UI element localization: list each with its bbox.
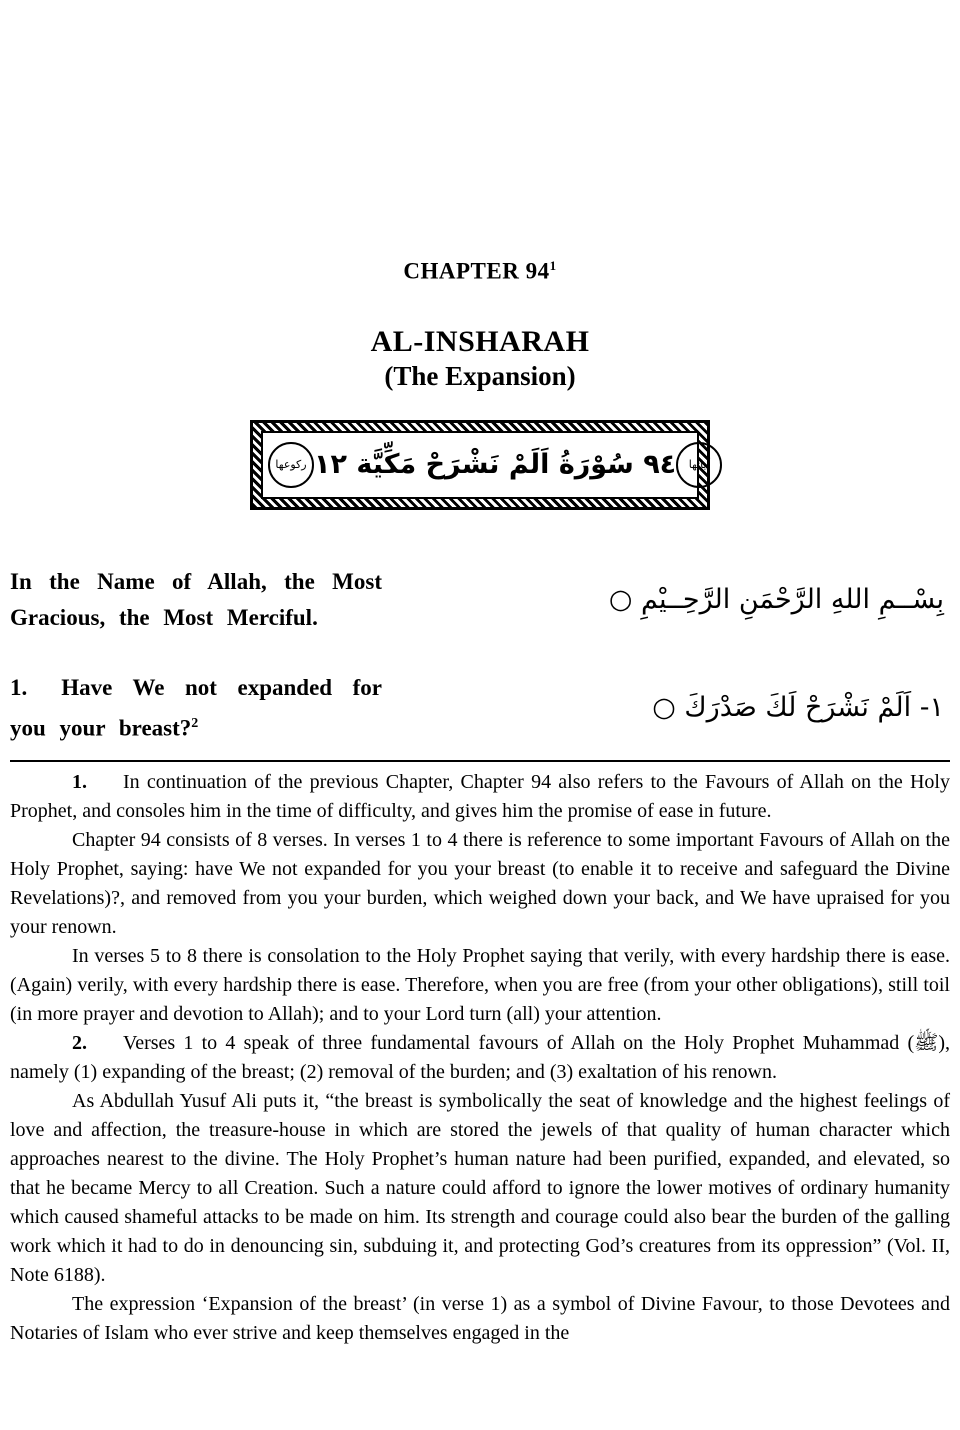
surah-banner-frame bbox=[250, 420, 710, 510]
verse-arabic: ١- اَلَمْ نَشْرَحْ لَكَ صَدْرَكَ ○ bbox=[652, 692, 944, 724]
footnote-paragraph bbox=[10, 1290, 950, 1348]
footnote-paragraph bbox=[10, 942, 950, 1029]
bismillah-english: In the Name of Allah, the Most Gracious, the Most Merciful. bbox=[10, 568, 382, 630]
verse-row bbox=[10, 670, 950, 747]
verse-footnote-ref: 2 bbox=[191, 715, 199, 731]
chapter-heading-text: CHAPTER 94 bbox=[403, 258, 550, 284]
surah-title: AL-INSHARAH bbox=[370, 324, 590, 358]
footnote-paragraph bbox=[10, 1087, 950, 1290]
footnote-text: In continuation of the previous Chapter, Chapter 94 also refers to the Favours of Allah on the Holy Prophet, and consoles him in the time of difficulty, and gives him the promise of ease in future. bbox=[10, 771, 950, 823]
bismillah-row bbox=[10, 564, 950, 636]
footnote-text: The expression ‘Expansion of the breast’ (in verse 1) as a symbol of Divine Favour, to those Devotees and Notaries of Islam who ever strive and keep themselves engaged in the bbox=[10, 1293, 950, 1345]
surah-subtitle: (The Expansion) bbox=[384, 360, 576, 391]
surah-banner-inner bbox=[261, 431, 710, 499]
footnote-number: 2. bbox=[72, 1032, 87, 1055]
banner-arabic-text: ٩٤ سُوْرَةُ اَلَمْ نَشْرَحْ مَكِّيَّة ١٢ bbox=[314, 449, 677, 481]
bismillah-arabic: بِسْــمِ اللهِ الرَّحْمَنِ الرَّحِــيْمِ ○ bbox=[608, 584, 944, 616]
surah-banner bbox=[10, 420, 950, 510]
banner-left-medallion: ركوعها bbox=[268, 442, 314, 488]
chapter-heading bbox=[10, 258, 950, 285]
verse-english bbox=[10, 670, 382, 747]
footnote-text: Chapter 94 consists of 8 verses. In verses 1 to 4 there is reference to some important Favours of Allah on the Holy Prophet, saying: have We not expanded for you your breast (to enable it to receive and safeguard the Divine Revelations)?, and removed from you your burden, which weighed down your back, and We have upraised for you your renown. bbox=[10, 829, 950, 939]
verse-english-text: Have We not expanded for you your breast? bbox=[10, 674, 382, 741]
chapter-footnote-ref: 1 bbox=[549, 258, 557, 273]
footnote-paragraph bbox=[10, 826, 950, 942]
footnote-number: 1. bbox=[72, 771, 87, 794]
footnote-paragraph bbox=[10, 1029, 950, 1087]
footnotes-section bbox=[10, 768, 950, 1348]
footnote-text: Verses 1 to 4 speak of three fundamental favours of Allah on the Holy Prophet Muhammad (ﷺ), namely (1) expanding of the breast; (2) removal of the burden; and (3) exaltation of his renown. bbox=[10, 1032, 950, 1084]
footnote-paragraph bbox=[10, 768, 950, 826]
footnote-divider bbox=[10, 760, 950, 762]
banner-right-medallion: آياتها bbox=[676, 442, 722, 488]
footnote-text: As Abdullah Yusuf Ali puts it, “the breast is symbolically the seat of knowledge and the highest feelings of love and affection, the treasure-house in which are stored the jewels of that quality of human character which approaches nearest to the divine. The Holy Prophet’s human nature had been purified, expanded, and elevated, so that he became Mercy to all Creation. Such a nature could afford to ignore the lower motives of ordinary humanity which caused shameful attacks to be made on him. Its strength and courage could also bear the burden of the galling work which it had to do in denouncing sin, subduing it, and protecting God’s creatures from its oppression” (Vol. II, Note 6188). bbox=[10, 1090, 950, 1287]
verse-number: 1. bbox=[10, 674, 28, 700]
footnote-text: In verses 5 to 8 there is consolation to the Holy Prophet saying that verily, with every hardship there is ease. (Again) verily, with every hardship there is ease. Therefore, when you are free (from your other obligations), still toil (in more prayer and devotion to Allah); and to your Lord turn (all) your attention. bbox=[10, 945, 950, 1026]
